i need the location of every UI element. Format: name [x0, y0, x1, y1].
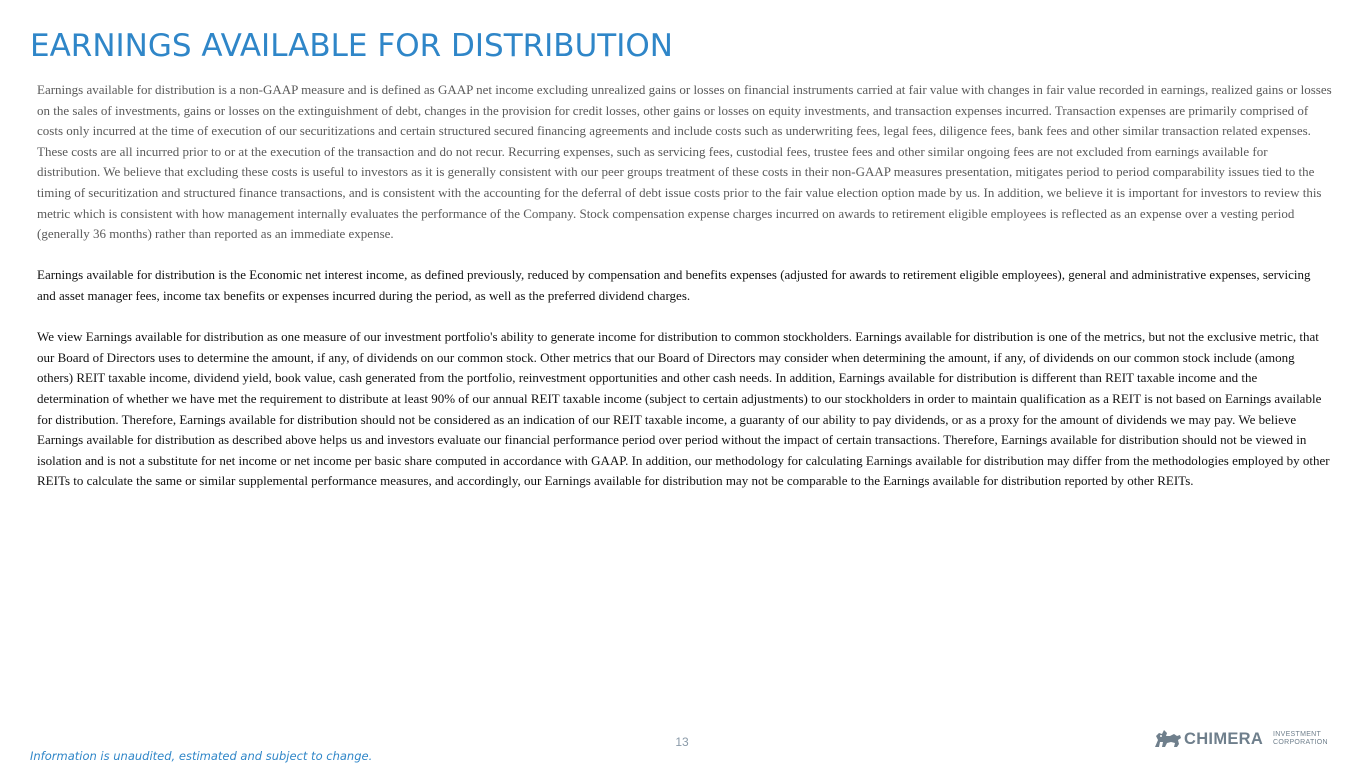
logo-subtitle — [1273, 731, 1328, 746]
page-number: 13 — [675, 735, 689, 749]
logo-subtitle-line1: INVESTMENT — [1273, 731, 1322, 738]
page-title: EARNINGS AVAILABLE FOR DISTRIBUTION — [30, 28, 673, 64]
paragraph-calculation: Earnings available for distribution is the Economic net interest income, as defined previously, reduced by compensation and benefits expenses (adjusted for awards to retirement eligible employees), general and administrative expenses, servicing and asset manager fees, income tax benefits or expenses incurred during the period, as well as the preferred dividend charges. — [37, 267, 1311, 303]
lion-chimera-icon — [1153, 727, 1183, 749]
paragraph-usage: We view Earnings available for distribution as one measure of our investment portfolio's ability to generate income for distribution to common stockholders. Earnings available for distribution is one of the metrics, but not the exclusive metric, that our Board of Directors uses to determine the amount, if any, of dividends on our common stock. Other metrics that our Board of Directors may consider when determining the amount, if any, of dividends on our common stock include (among others) REIT taxable income, dividend yield, book value, cash generated from the portfolio, reinvestment opportunities and other cash needs. In addition, Earnings available for distribution is different than REIT taxable income and the determination of whether we have met the requirement to distribute at least 90% of our annual REIT taxable income (subject to certain adjustments) to our stockholders in order to maintain qualification as a REIT is not based on Earnings available for distribution. Therefore, Earnings available for distribution should not be considered as an indication of our REIT taxable income, a guaranty of our ability to pay dividends, or as a proxy for the amount of dividends we may pay. We believe Earnings available for distribution as described above helps us and investors evaluate our financial performance period over period without the impact of certain transactions. Therefore, Earnings available for distribution should not be viewed in isolation and is not a substitute for net income or net income per basic share computed in accordance with GAAP. In addition, our methodology for calculating Earnings available for distribution may differ from the methodologies employed by other REITs to calculate the same or similar supplemental performance measures, and accordingly, our Earnings available for distribution may not be comparable to the Earnings available for distribution reported by other REITs. — [37, 329, 1330, 489]
body-text — [37, 80, 1332, 492]
logo-subtitle-line2: CORPORATION — [1273, 738, 1328, 746]
logo-wordmark: CHIMERA — [1184, 730, 1264, 748]
paragraph-definition: Earnings available for distribution is a non-GAAP measure and is defined as GAAP net income excluding unrealized gains or losses on financial instruments carried at fair value with changes in fair value recorded in earnings, realized gains or losses on the sales of investments, gains or losses on the extinguishment of debt, changes in the provision for credit losses, other gains or losses on equity investments, and transaction expenses incurred. Transaction expenses are primarily comprised of costs only incurred at the time of execution of our securitizations and certain structured secured financing agreements and include costs such as underwriting fees, legal fees, diligence fees, bank fees and other similar transaction related expenses. These costs are all incurred prior to or at the execution of the transaction and do not recur. Recurring expenses, such as servicing fees, custodial fees, trustee fees and other similar ongoing fees are not excluded from earnings available for distribution. We believe that excluding these costs is useful to investors as it is generally consistent with our peer groups treatment of these costs in their non-GAAP measures presentation, mitigates period to period comparability issues tied to the timing of securitization and structured finance transactions, and is consistent with the accounting for the deferral of debt issue costs prior to the fair value election option made by us. In addition, we believe it is important for investors to review this metric which is consistent with how management internally evaluates the performance of the Company. Stock compensation expense charges incurred on awards to retirement eligible employees is reflected as an expense over a vesting period (generally 36 months) rather than reported as an immediate expense. — [37, 82, 1332, 242]
footer-disclaimer: Information is unaudited, estimated and subject to change. — [30, 749, 373, 763]
company-logo — [1153, 726, 1343, 750]
